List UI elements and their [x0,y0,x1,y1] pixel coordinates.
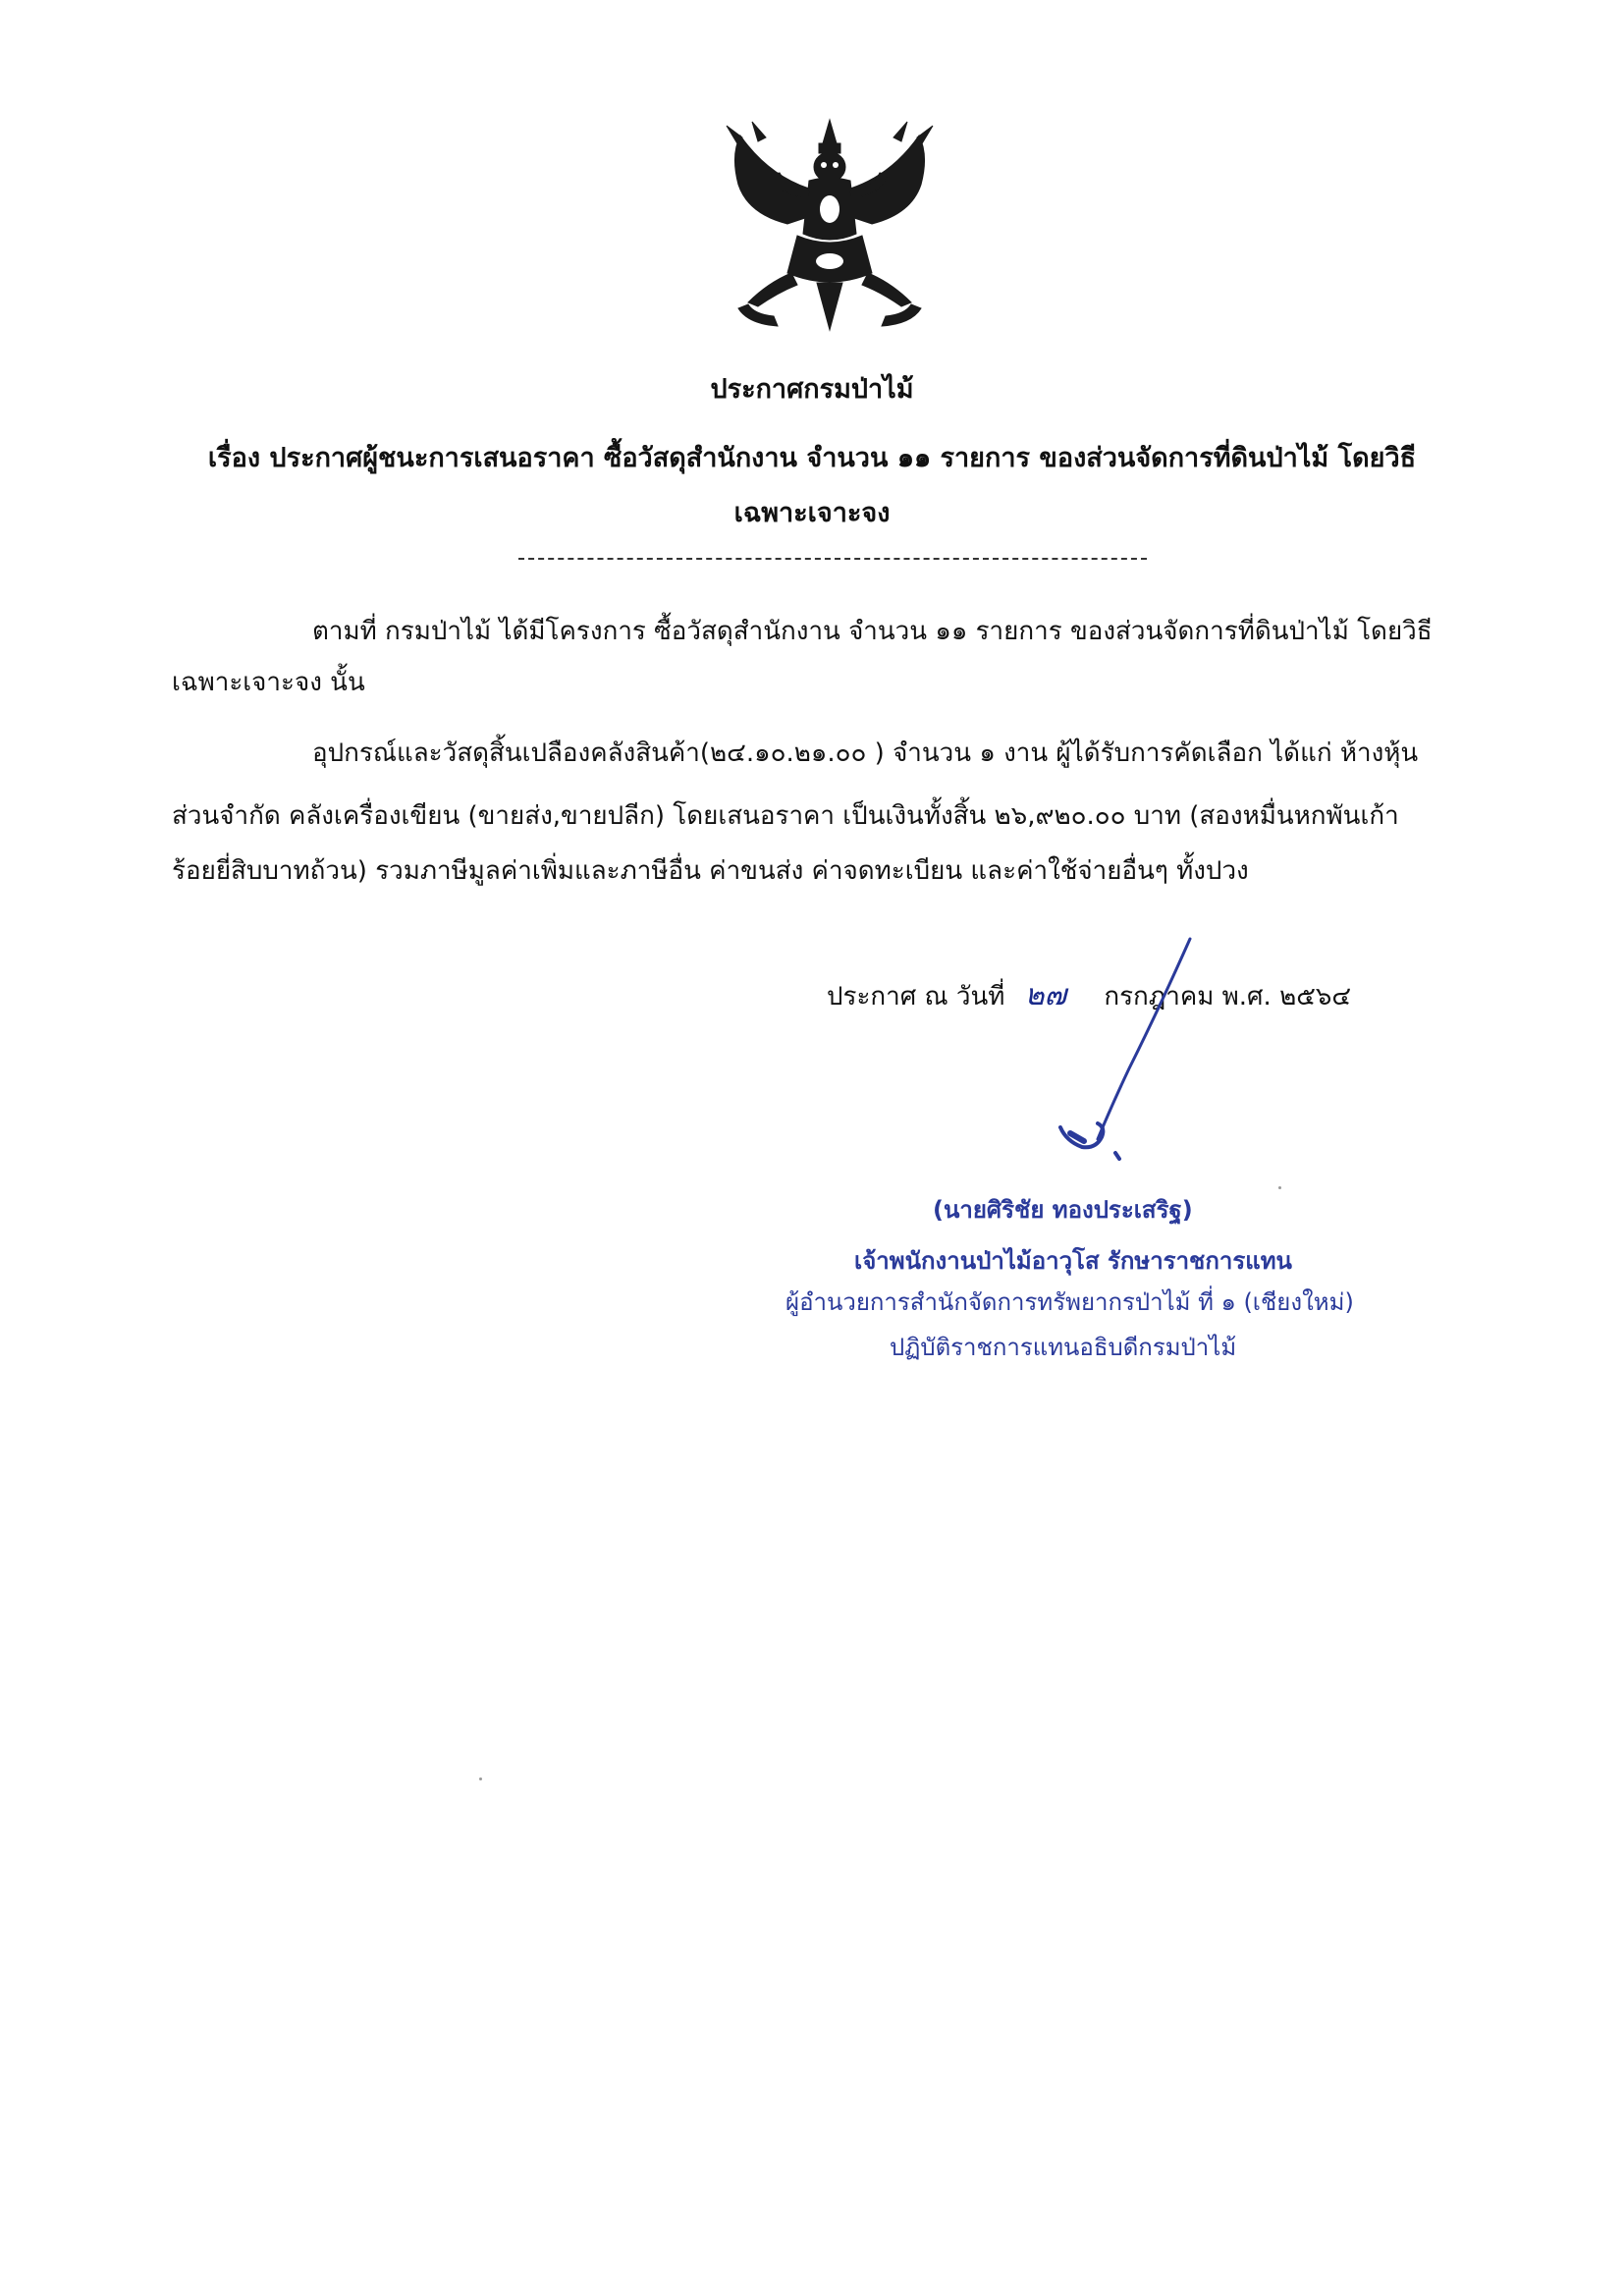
subject-line-1: เรื่อง ประกาศผู้ชนะการเสนอราคา ซื้อวัสดุสำนักงาน จำนวน ๑๑ รายการ ของส่วนจัดการที่ดินป่าไม้ โดยวิธี [207,443,1417,473]
paragraph-1-line-1: ตามที่ กรมป่าไม้ ได้มีโครงการ ซื้อวัสดุสำนักงาน จำนวน ๑๑ รายการ ของส่วนจัดการที่ดินป่าไม้ โดยวิธี [312,617,1433,646]
date-day-handwritten: ๒๗ [1024,978,1067,1012]
subject-line-2: เฉพาะเจาะจง [733,498,891,528]
garuda-emblem-icon [719,116,941,334]
paragraph-2-line-1: อุปกรณ์และวัสดุสิ้นเปลืองคลังสินค้า(๒๔.๑๐.๒๑.๐๐ ) จำนวน ๑ งาน ผู้ได้รับการคัดเลือก ได้แก่ ห้างหุ้น [312,738,1419,768]
paragraph-2-line-3: ร้อยยี่สิบบาทถ้วน) รวมภาษีมูลค่าเพิ่มและภาษีอื่น ค่าขนส่ง ค่าจดทะเบียน และค่าใช้จ่ายอื่นๆ ทั้งปวง [172,856,1249,886]
date-month-year: กรกฎาคม พ.ศ. ๒๕๖๔ [1104,982,1352,1011]
scan-speck [1278,1186,1281,1189]
handwritten-signature [1021,931,1218,1167]
paragraph-2-line-2: ส่วนจำกัด คลังเครื่องเขียน (ขายส่ง,ขายปลีก) โดยเสนอราคา เป็นเงินทั้งสิ้น ๒๖,๙๒๐.๐๐ บาท (สองหมื่นหกพันเก้า [172,801,1399,831]
date-prefix: ประกาศ ณ วันที่ [827,982,1005,1011]
signatory-position-1: เจ้าพนักงานป่าไม้อาวุโส รักษาราชการแทน [854,1247,1292,1275]
signatory-position-2: ผู้อำนวยการสำนักจัดการทรัพยากรป่าไม้ ที่ ๑ (เชียงใหม่) [785,1288,1354,1316]
scan-speck [479,1777,482,1780]
paragraph-1-line-2: เฉพาะเจาะจง นั้น [172,668,365,697]
organization-title: ประกาศกรมป่าไม้ [710,374,914,405]
separator-line [518,558,1147,560]
signatory-position-3: ปฏิบัติราชการแทนอธิบดีกรมป่าไม้ [890,1334,1237,1361]
signatory-name: (นายศิริชัย ทองประเสริฐ) [933,1196,1193,1224]
